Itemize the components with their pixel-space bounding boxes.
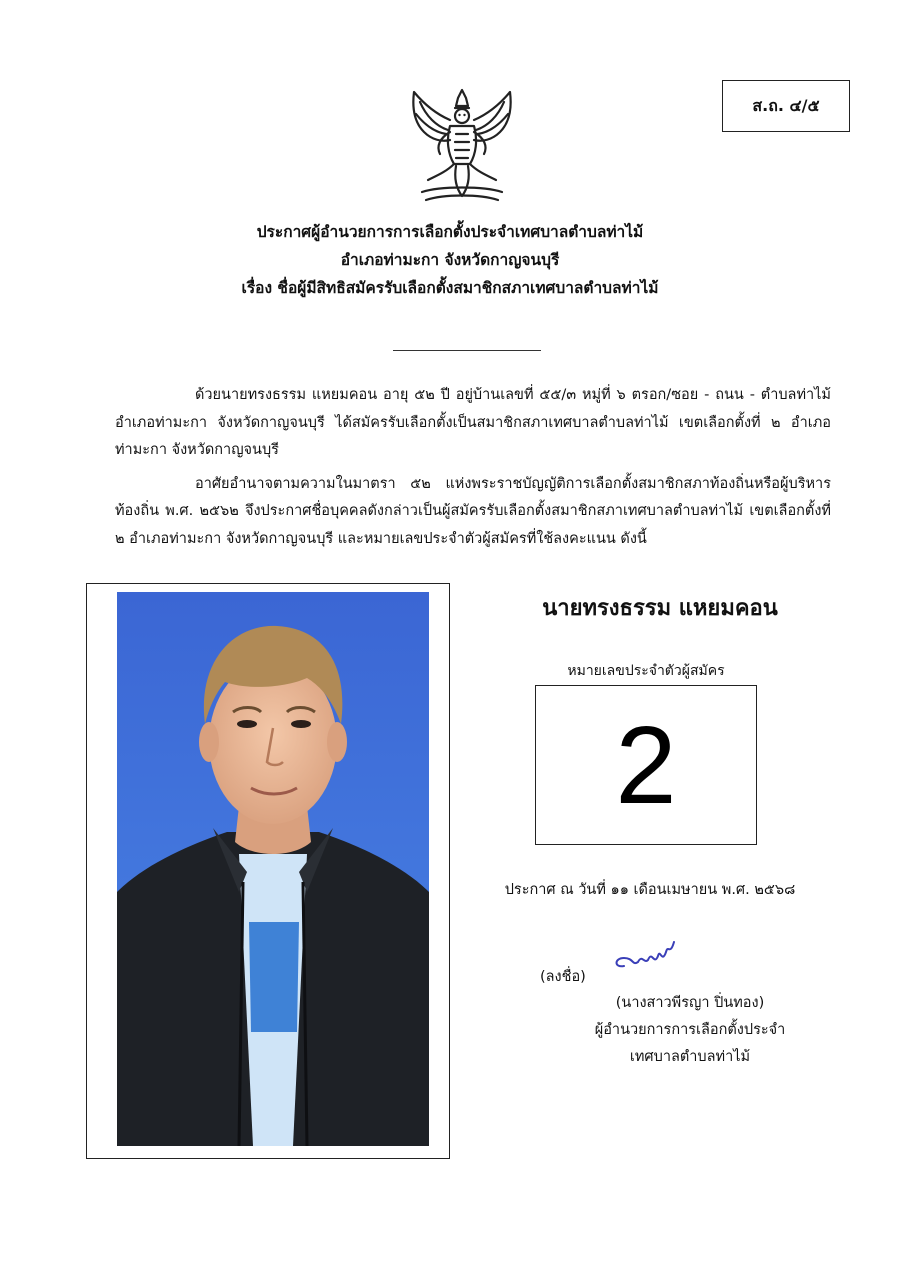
announcement-date: ประกาศ ณ วันที่ ๑๑ เดือนเมษายน พ.ศ. ๒๕๖๘ — [504, 882, 796, 898]
document-body — [115, 382, 831, 559]
candidate-name: นายทรงธรรม แหยมคอน — [542, 596, 778, 621]
signer-block — [540, 990, 840, 1071]
body-paragraph-2: อาศัยอำนาจตามความในมาตรา ๕๒ แห่งพระราชบัญญัติการเลือกตั้งสมาชิกสภาท้องถิ่นหรือผู้บริหารท้องถิ่น พ.ศ. ๒๕๖๒ จึงประกาศชื่อบุคคลดังกล่าวเป็นผู้สมัครรับเลือกตั้งสมาชิกสภาเทศบาลตำบลท่าไม้ เขตเลือกตั้งที่ ๒ อำเภอท่ามะกา จังหวัดกาญจนบุรี และหมายเลขประจำตัวผู้สมัครที่ใช้ลงคะแนน ดังนี้ — [115, 475, 831, 547]
signer-name: (นางสาวพีรญา ปิ่นทอง) — [615, 995, 765, 1011]
form-code-box — [722, 80, 850, 132]
form-code: ส.ถ. ๔/๕ — [752, 95, 820, 115]
signer-title-line-1: ผู้อำนวยการการเลือกตั้งประจำ — [594, 1022, 786, 1038]
document-header — [0, 218, 900, 302]
candidate-photo — [117, 592, 429, 1146]
body-paragraph-1: ด้วยนายทรงธรรม แหยมคอน อายุ ๕๒ ปี อยู่บ้านเลขที่ ๕๕/๓ หมู่ที่ ๖ ตรอก/ซอย - ถนน - ตำบลท่าไม้ อำเภอท่ามะกา จังหวัดกาญจนบุรี ได้สมัครรับเลือกตั้งเป็นสมาชิกสภาเทศบาลตำบลท่าไม้ เขตเลือกตั้งที่ ๒ อำเภอท่ามะกา จังหวัดกาญจนบุรี — [115, 387, 831, 458]
header-line-1: ประกาศผู้อำนวยการการเลือกตั้งประจำเทศบาลตำบลท่าไม้ — [256, 223, 644, 241]
candidate-number-box — [535, 685, 757, 845]
header-divider — [393, 350, 541, 351]
signature-mark — [610, 936, 680, 980]
signer-title-line-2: เทศบาลตำบลท่าไม้ — [629, 1049, 751, 1065]
candidate-number-label: หมายเลขประจำตัวผู้สมัคร — [567, 663, 725, 679]
candidate-photo-frame — [86, 583, 450, 1159]
header-line-3: เรื่อง ชื่อผู้มีสิทธิสมัครรับเลือกตั้งสมาชิกสภาเทศบาลตำบลท่าไม้ — [241, 279, 659, 297]
header-line-2: อำเภอท่ามะกา จังหวัดกาญจนบุรี — [340, 251, 560, 269]
garuda-emblem-icon — [400, 84, 524, 206]
candidate-number: 2 — [615, 703, 677, 827]
sign-label: (ลงชื่อ) — [540, 969, 586, 985]
